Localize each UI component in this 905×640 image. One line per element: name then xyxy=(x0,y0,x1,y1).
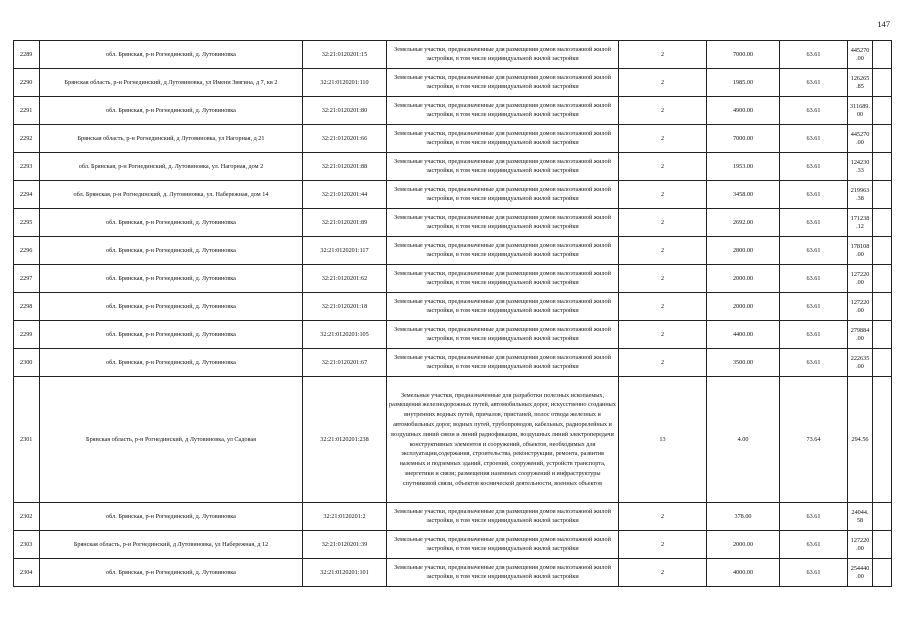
area-cell: 1985.00 xyxy=(707,69,780,97)
land-registry-table xyxy=(13,40,892,587)
area-cell: 2800.00 xyxy=(707,237,780,265)
cadastral-value-cell: 311689.00 xyxy=(848,97,873,125)
table-row xyxy=(14,209,892,237)
empty-cell xyxy=(873,503,892,531)
cadastral-value-cell: 127220.00 xyxy=(848,531,873,559)
row-number: 2300 xyxy=(14,349,40,377)
address-cell: обл. Брянская, р-н Рогнединский, д. Лутовиновка xyxy=(40,293,303,321)
land-use-purpose-cell: Земельные участки, предназначенные для размещения домов малоэтажной жилой застройки, в том числе индивидуальной жилой застройки xyxy=(387,321,619,349)
row-number: 2290 xyxy=(14,69,40,97)
specific-value-cell: 63.61 xyxy=(780,125,848,153)
land-use-purpose-cell: Земельные участки, предназначенные для размещения домов малоэтажной жилой застройки, в том числе индивидуальной жилой застройки xyxy=(387,125,619,153)
row-number: 2292 xyxy=(14,125,40,153)
land-use-purpose-cell: Земельные участки, предназначенные для размещения домов малоэтажной жилой застройки, в том числе индивидуальной жилой застройки xyxy=(387,293,619,321)
address-cell: обл. Брянская, р-н Рогнединский, д. Лутовиновка xyxy=(40,349,303,377)
specific-value-cell: 63.61 xyxy=(780,209,848,237)
empty-cell xyxy=(873,69,892,97)
land-use-purpose-cell: Земельные участки, предназначенные для размещения домов малоэтажной жилой застройки, в том числе индивидуальной жилой застройки xyxy=(387,153,619,181)
area-cell: 4400.00 xyxy=(707,321,780,349)
cadastral-value-cell: 445270.00 xyxy=(848,41,873,69)
empty-cell xyxy=(873,181,892,209)
table-row xyxy=(14,41,892,69)
cadastral-number-cell: 32:21:0120201:80 xyxy=(303,97,387,125)
use-group-cell: 2 xyxy=(619,503,707,531)
cadastral-number-cell: 32:21:0120201:117 xyxy=(303,237,387,265)
specific-value-cell: 63.61 xyxy=(780,531,848,559)
address-cell: Брянская область, р-н Рогнединский, д Лутовиновка, ул Имени Звягина, д 7, кв 2 xyxy=(40,69,303,97)
area-cell: 4000.00 xyxy=(707,559,780,587)
use-group-cell: 13 xyxy=(619,377,707,503)
area-cell: 7000.00 xyxy=(707,41,780,69)
area-cell: 1953.00 xyxy=(707,153,780,181)
land-use-purpose-cell: Земельные участки, предназначенные для размещения домов малоэтажной жилой застройки, в том числе индивидуальной жилой застройки xyxy=(387,349,619,377)
row-number: 2295 xyxy=(14,209,40,237)
address-cell: обл. Брянская, р-н Рогнединский, д. Лутовиновка, ул. Набережная, дом 14 xyxy=(40,181,303,209)
area-cell: 2000.00 xyxy=(707,531,780,559)
area-cell: 2692.00 xyxy=(707,209,780,237)
land-use-purpose-cell: Земельные участки, предназначенные для размещения домов малоэтажной жилой застройки, в том числе индивидуальной жилой застройки xyxy=(387,181,619,209)
row-number: 2298 xyxy=(14,293,40,321)
use-group-cell: 2 xyxy=(619,237,707,265)
row-number: 2291 xyxy=(14,97,40,125)
cadastral-number-cell: 32:21:0120201:39 xyxy=(303,531,387,559)
area-cell: 4900.00 xyxy=(707,97,780,125)
land-use-purpose-cell: Земельные участки, предназначенные для разработки полезных ископаемых, размещения железнодорожных путей, автомобильных дорог, искусственно созданных внутренних водных путей, причалов, пристаней, полос отвода железных и автомобильных дорог, водных путей, трубопроводов, кабельных, радиорелейных и воздушных линий связи и линий радиофикации, воздушных линий электропередачи конструктивных элементов и сооружений, объектов, необходимых для эксплуатации,содержания, строительства, реконструкции, ремонта, развития наземных и подземных зданий, строений, сооружений, устройств транспорта, энергетики и связи; размещения наземных сооружений и инфраструктуры спутниковой связи, объектов космической деятельности, военных объектов xyxy=(387,377,619,503)
land-use-purpose-cell: Земельные участки, предназначенные для размещения домов малоэтажной жилой застройки, в том числе индивидуальной жилой застройки xyxy=(387,97,619,125)
empty-cell xyxy=(873,349,892,377)
cadastral-number-cell: 32:21:0120201:15 xyxy=(303,41,387,69)
use-group-cell: 2 xyxy=(619,209,707,237)
address-cell: Брянская область, р-н Рогнединский, д Лутовиновка, ул Нагорная, д 21 xyxy=(40,125,303,153)
land-use-purpose-cell: Земельные участки, предназначенные для размещения домов малоэтажной жилой застройки, в том числе индивидуальной жилой застройки xyxy=(387,265,619,293)
cadastral-value-cell: 171238.12 xyxy=(848,209,873,237)
table-row xyxy=(14,69,892,97)
specific-value-cell: 63.61 xyxy=(780,237,848,265)
cadastral-number-cell: 32:21:0120201:88 xyxy=(303,153,387,181)
land-use-purpose-cell: Земельные участки, предназначенные для размещения домов малоэтажной жилой застройки, в том числе индивидуальной жилой застройки xyxy=(387,559,619,587)
row-number: 2294 xyxy=(14,181,40,209)
table-row xyxy=(14,321,892,349)
empty-cell xyxy=(873,293,892,321)
table-row xyxy=(14,125,892,153)
land-use-purpose-cell: Земельные участки, предназначенные для размещения домов малоэтажной жилой застройки, в том числе индивидуальной жилой застройки xyxy=(387,209,619,237)
table-row xyxy=(14,349,892,377)
cadastral-number-cell: 32:21:0120201:66 xyxy=(303,125,387,153)
table-row xyxy=(14,237,892,265)
row-number: 2302 xyxy=(14,503,40,531)
use-group-cell: 2 xyxy=(619,531,707,559)
specific-value-cell: 63.61 xyxy=(780,69,848,97)
area-cell: 378.00 xyxy=(707,503,780,531)
land-use-purpose-cell: Земельные участки, предназначенные для размещения домов малоэтажной жилой застройки, в том числе индивидуальной жилой застройки xyxy=(387,503,619,531)
table-row xyxy=(14,153,892,181)
use-group-cell: 2 xyxy=(619,125,707,153)
empty-cell xyxy=(873,265,892,293)
cadastral-number-cell: 32:21:0120201:101 xyxy=(303,559,387,587)
area-cell: 4.00 xyxy=(707,377,780,503)
row-number: 2303 xyxy=(14,531,40,559)
area-cell: 2000.00 xyxy=(707,293,780,321)
specific-value-cell: 63.61 xyxy=(780,265,848,293)
use-group-cell: 2 xyxy=(619,97,707,125)
cadastral-number-cell: 32:21:0120201:105 xyxy=(303,321,387,349)
empty-cell xyxy=(873,153,892,181)
table-row xyxy=(14,97,892,125)
use-group-cell: 2 xyxy=(619,559,707,587)
row-number: 2304 xyxy=(14,559,40,587)
page-number: 147 xyxy=(877,19,890,29)
cadastral-value-cell: 127220.00 xyxy=(848,265,873,293)
area-cell: 3500.00 xyxy=(707,349,780,377)
cadastral-value-cell: 127220.00 xyxy=(848,293,873,321)
cadastral-number-cell: 32:21:0120201:18 xyxy=(303,293,387,321)
cadastral-number-cell: 32:21:0120201:89 xyxy=(303,209,387,237)
address-cell: обл. Брянская, р-н Рогнединский, д. Лутовиновка xyxy=(40,97,303,125)
table-body xyxy=(14,41,892,587)
specific-value-cell: 63.61 xyxy=(780,153,848,181)
address-cell: обл. Брянская, р-н Рогнединский, д. Лутовиновка xyxy=(40,237,303,265)
address-cell: обл. Брянская, р-н Рогнединский, д. Лутовиновка xyxy=(40,503,303,531)
row-number: 2301 xyxy=(14,377,40,503)
address-cell: обл. Брянская, р-н Рогнединский, д. Лутовиновка xyxy=(40,265,303,293)
specific-value-cell: 63.61 xyxy=(780,559,848,587)
cadastral-value-cell: 279884.00 xyxy=(848,321,873,349)
address-cell: обл. Брянская, р-н Рогнединский, д. Лутовиновка xyxy=(40,559,303,587)
table-row xyxy=(14,181,892,209)
area-cell: 3458.00 xyxy=(707,181,780,209)
specific-value-cell: 63.61 xyxy=(780,181,848,209)
cadastral-value-cell: 294.56 xyxy=(848,377,873,503)
specific-value-cell: 63.61 xyxy=(780,503,848,531)
empty-cell xyxy=(873,377,892,503)
specific-value-cell: 63.61 xyxy=(780,97,848,125)
empty-cell xyxy=(873,125,892,153)
row-number: 2293 xyxy=(14,153,40,181)
table-row xyxy=(14,265,892,293)
use-group-cell: 2 xyxy=(619,181,707,209)
specific-value-cell: 63.61 xyxy=(780,293,848,321)
use-group-cell: 2 xyxy=(619,321,707,349)
cadastral-number-cell: 32:21:0120201:238 xyxy=(303,377,387,503)
specific-value-cell: 63.61 xyxy=(780,41,848,69)
cadastral-number-cell: 32:21:0120201:67 xyxy=(303,349,387,377)
use-group-cell: 2 xyxy=(619,153,707,181)
table-row xyxy=(14,503,892,531)
use-group-cell: 2 xyxy=(619,265,707,293)
land-use-purpose-cell: Земельные участки, предназначенные для размещения домов малоэтажной жилой застройки, в том числе индивидуальной жилой застройки xyxy=(387,41,619,69)
row-number: 2289 xyxy=(14,41,40,69)
land-use-purpose-cell: Земельные участки, предназначенные для размещения домов малоэтажной жилой застройки, в том числе индивидуальной жилой застройки xyxy=(387,237,619,265)
land-use-purpose-cell: Земельные участки, предназначенные для размещения домов малоэтажной жилой застройки, в том числе индивидуальной жилой застройки xyxy=(387,531,619,559)
empty-cell xyxy=(873,531,892,559)
cadastral-value-cell: 219963.38 xyxy=(848,181,873,209)
empty-cell xyxy=(873,209,892,237)
address-cell: Брянская область, р-н Рогнединский, д Лутовиновка, ул Набережная, д 12 xyxy=(40,531,303,559)
empty-cell xyxy=(873,559,892,587)
use-group-cell: 2 xyxy=(619,293,707,321)
empty-cell xyxy=(873,237,892,265)
empty-cell xyxy=(873,97,892,125)
cadastral-number-cell: 32:21:0120201:62 xyxy=(303,265,387,293)
cadastral-value-cell: 222635.00 xyxy=(848,349,873,377)
cadastral-number-cell: 32:21:0120201:2 xyxy=(303,503,387,531)
table-row xyxy=(14,531,892,559)
use-group-cell: 2 xyxy=(619,41,707,69)
empty-cell xyxy=(873,321,892,349)
cadastral-value-cell: 126265.85 xyxy=(848,69,873,97)
address-cell: Брянская область, р-н Рогнединский, д Лутовиновка, ул Садовая xyxy=(40,377,303,503)
table-row xyxy=(14,559,892,587)
cadastral-value-cell: 178108.00 xyxy=(848,237,873,265)
specific-value-cell: 63.61 xyxy=(780,349,848,377)
address-cell: обл. Брянская, р-н Рогнединский, д. Лутовиновка xyxy=(40,321,303,349)
cadastral-value-cell: 445270.00 xyxy=(848,125,873,153)
area-cell: 7000.00 xyxy=(707,125,780,153)
cadastral-number-cell: 32:21:0120201:44 xyxy=(303,181,387,209)
address-cell: обл. Брянская, р-н Рогнединский, д. Лутовиновка, ул. Нагорная, дом 2 xyxy=(40,153,303,181)
table-row xyxy=(14,377,892,503)
specific-value-cell: 73.64 xyxy=(780,377,848,503)
address-cell: обл. Брянская, р-н Рогнединский, д. Лутовиновка xyxy=(40,209,303,237)
table-row xyxy=(14,293,892,321)
cadastral-number-cell: 32:21:0120201:110 xyxy=(303,69,387,97)
address-cell: обл. Брянская, р-н Рогнединский, д. Лутовиновка xyxy=(40,41,303,69)
use-group-cell: 2 xyxy=(619,349,707,377)
cadastral-value-cell: 254440.00 xyxy=(848,559,873,587)
cadastral-value-cell: 24044.58 xyxy=(848,503,873,531)
area-cell: 2000.00 xyxy=(707,265,780,293)
empty-cell xyxy=(873,41,892,69)
land-use-purpose-cell: Земельные участки, предназначенные для размещения домов малоэтажной жилой застройки, в том числе индивидуальной жилой застройки xyxy=(387,69,619,97)
cadastral-value-cell: 124230.33 xyxy=(848,153,873,181)
row-number: 2296 xyxy=(14,237,40,265)
use-group-cell: 2 xyxy=(619,69,707,97)
row-number: 2297 xyxy=(14,265,40,293)
specific-value-cell: 63.61 xyxy=(780,321,848,349)
row-number: 2299 xyxy=(14,321,40,349)
